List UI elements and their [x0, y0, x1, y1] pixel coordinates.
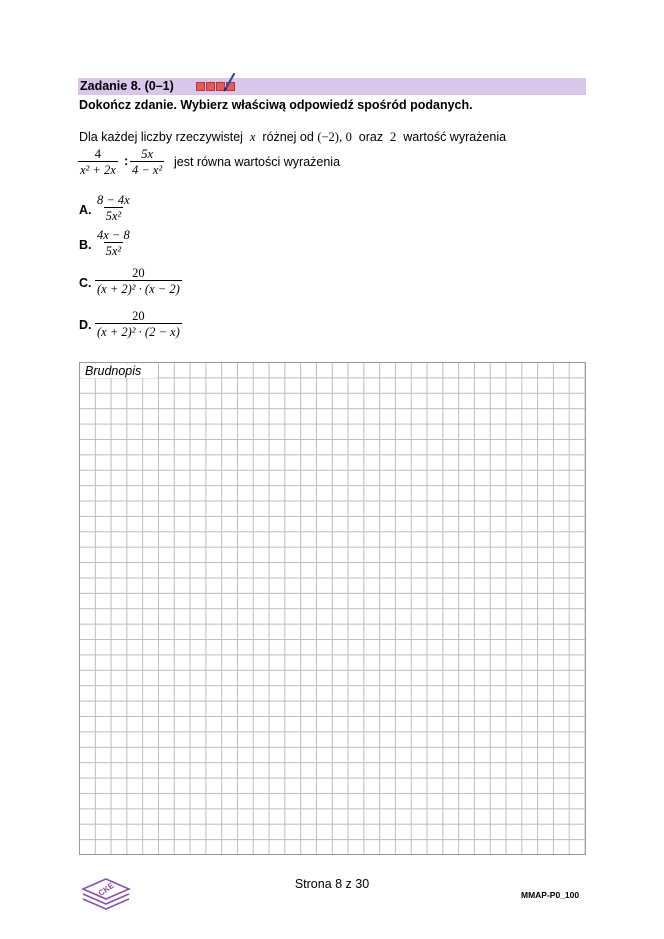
fraction-denominator: (x + 2)² · (x − 2): [97, 282, 180, 296]
option-fraction: [95, 228, 132, 258]
document-code: MMAP-P0_100: [521, 890, 580, 900]
value-neg-two: (−2),: [317, 130, 343, 144]
scratch-label: Brudnopis: [85, 364, 142, 378]
scratch-area-grid: [79, 362, 586, 855]
option-fraction: [95, 193, 132, 223]
fraction-denominator: 5x²: [105, 209, 122, 223]
fraction-numerator: 20: [132, 309, 145, 323]
fraction-numerator: 20: [132, 266, 145, 280]
question-text: [79, 130, 506, 145]
option-fraction: [95, 266, 182, 296]
task-header: [78, 78, 586, 95]
option-letter: C.: [79, 276, 92, 290]
fraction-denominator: 5x²: [105, 244, 122, 258]
logo-text: CKE: [96, 880, 116, 898]
option-letter: A.: [79, 203, 92, 217]
pen-icon: [222, 72, 236, 92]
fraction-denominator: 4 − x²: [132, 163, 163, 177]
word-oraz: oraz: [358, 130, 384, 144]
expression-fraction-2: [130, 147, 164, 177]
question-prefix: Dla każdej liczby rzeczywistej: [79, 130, 243, 144]
question-mid: różnej od: [262, 130, 314, 144]
expression-fraction-1: [78, 147, 118, 177]
question-suffix-bottom: jest równa wartości wyrażenia: [174, 155, 341, 169]
fraction-numerator: 4: [94, 147, 102, 161]
fraction-numerator: 5x: [141, 147, 154, 161]
option-letter: D.: [79, 318, 92, 332]
fraction-denominator: (x + 2)² · (2 − x): [97, 325, 180, 339]
fraction-numerator: 8 − 4x: [97, 193, 130, 207]
fraction-denominator: x² + 2x: [80, 163, 116, 177]
value-zero: 0: [345, 130, 352, 144]
question-suffix-top: wartość wyrażenia: [403, 130, 507, 144]
option-letter: B.: [79, 238, 92, 252]
difficulty-box: [196, 82, 205, 91]
divide-sign: :: [124, 153, 129, 168]
task-title: Zadanie 8. (0–1): [80, 79, 174, 93]
option-fraction: [95, 309, 182, 339]
fraction-numerator: 4x − 8: [97, 228, 130, 242]
variable-x: x: [249, 130, 256, 144]
difficulty-box: [206, 82, 215, 91]
value-two: 2: [390, 130, 397, 144]
task-instruction: Dokończ zdanie. Wybierz właściwą odpowiedź spośród podanych.: [79, 98, 473, 112]
page-number: Strona 8 z 30: [294, 877, 370, 891]
